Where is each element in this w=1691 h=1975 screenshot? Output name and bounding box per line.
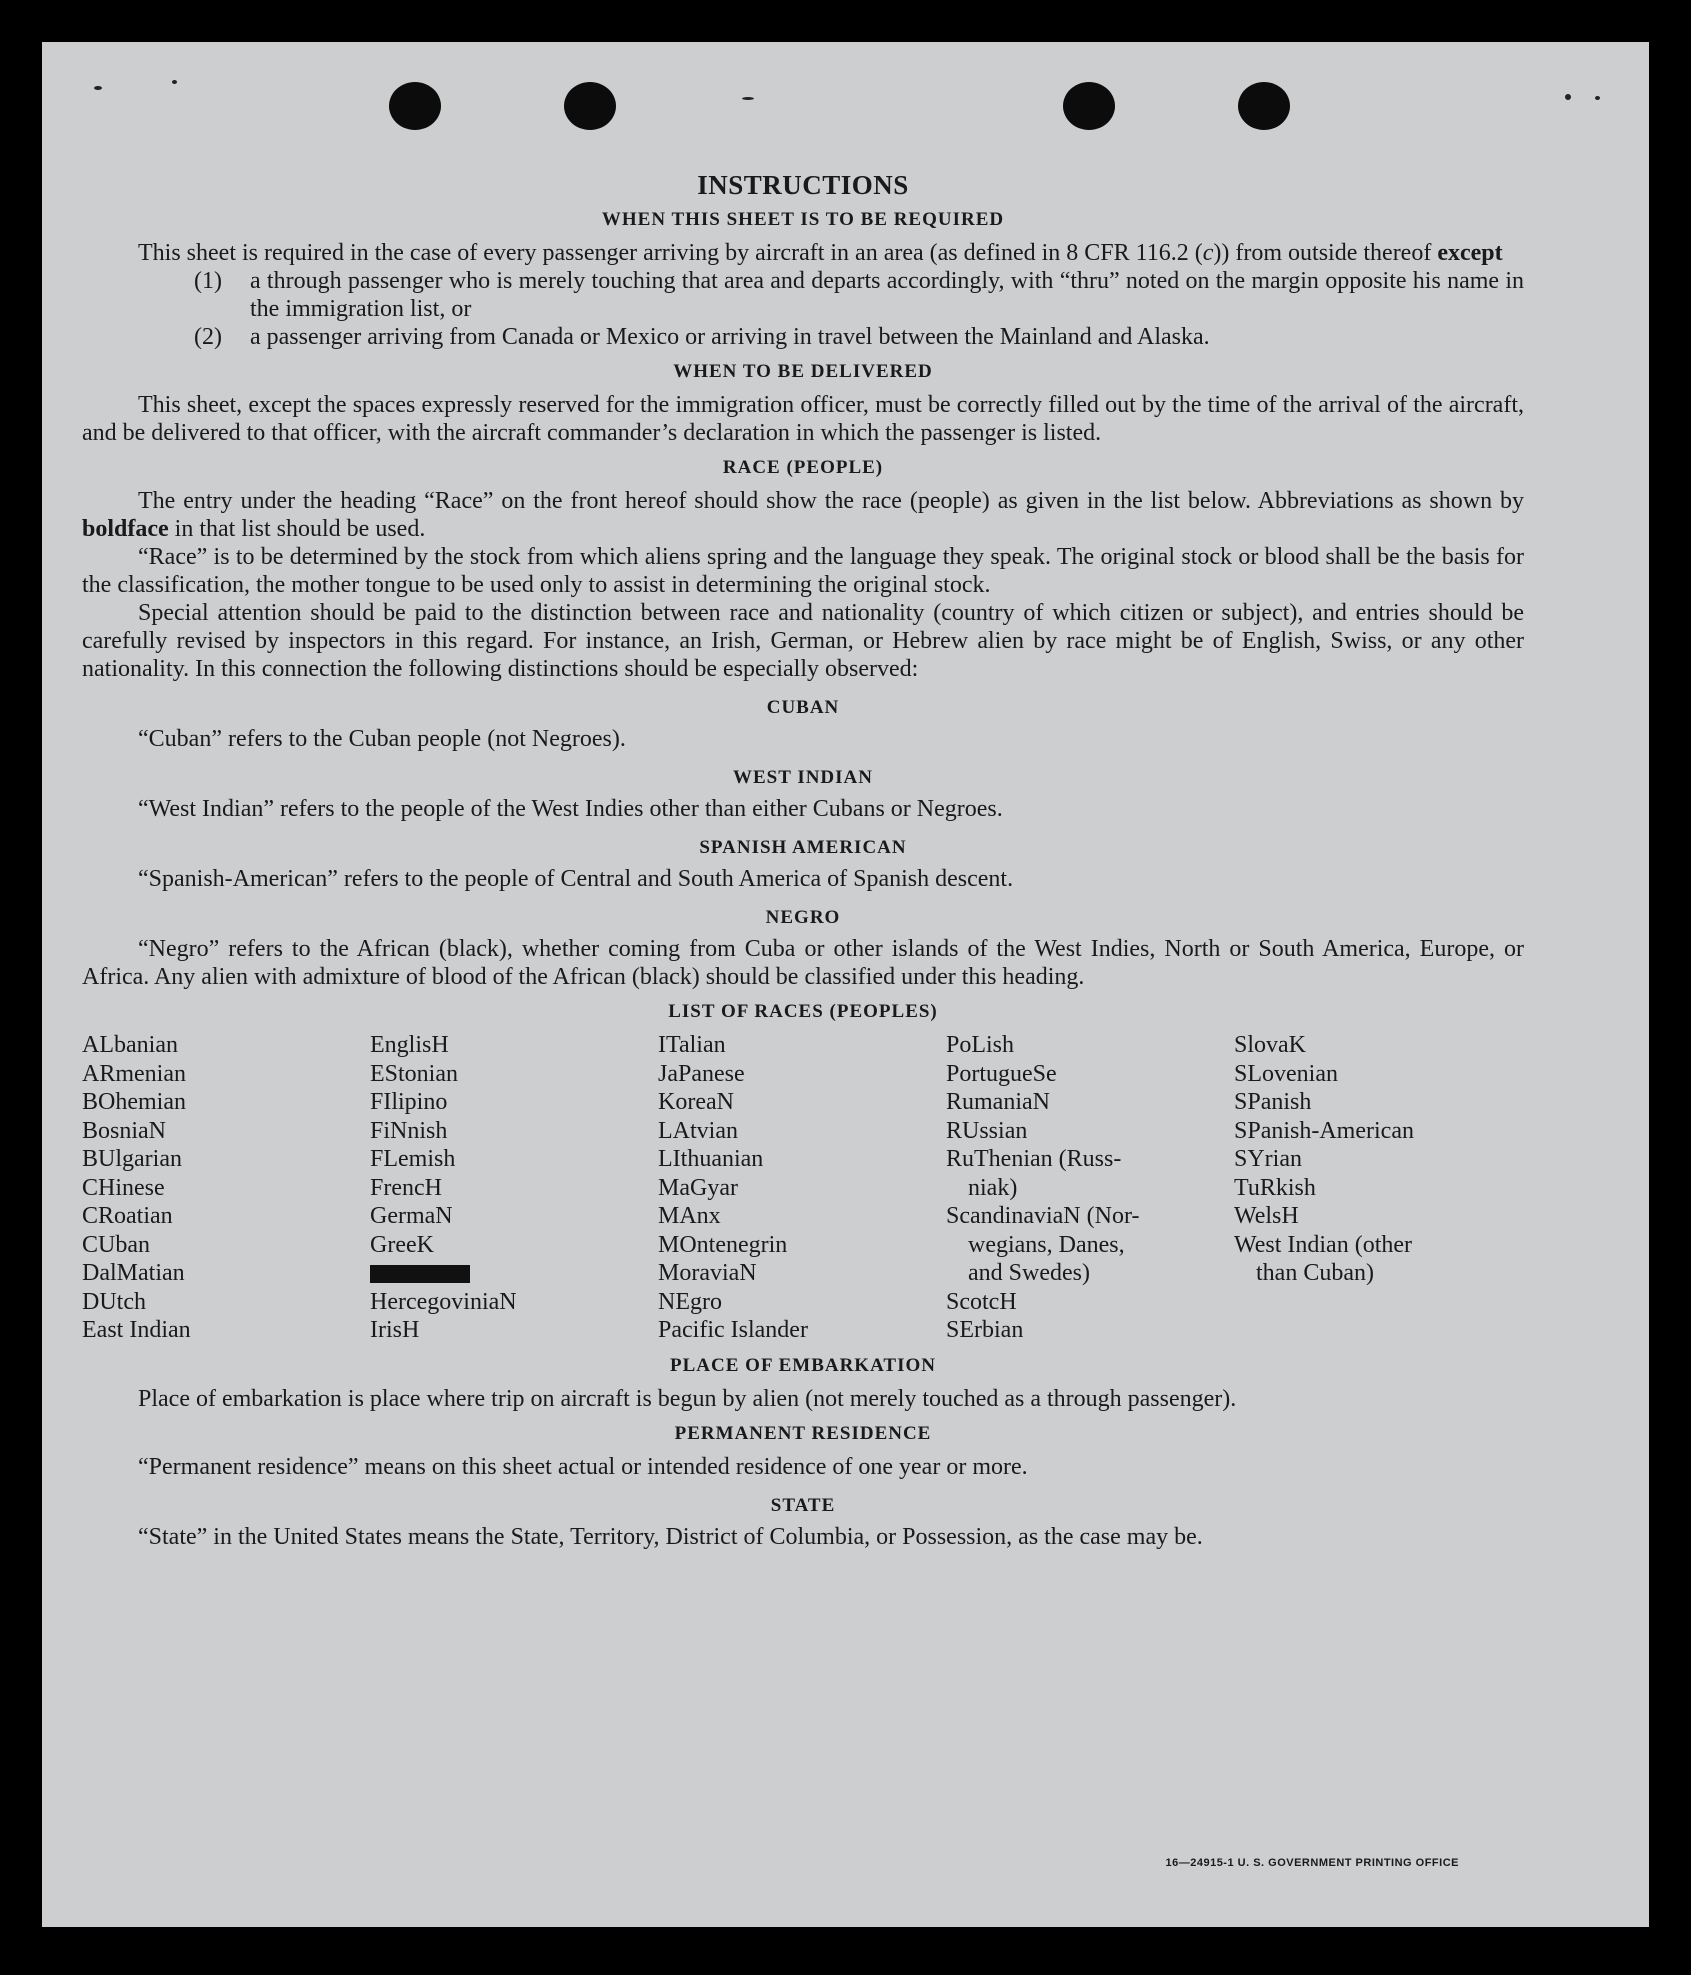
race-item: WelsH xyxy=(1234,1203,1299,1229)
race-item: JaPanese xyxy=(658,1060,745,1087)
race-item: RuThenian (Russ- xyxy=(946,1146,1122,1172)
item-text: a through passenger who is merely touching that area and departs accordingly, with “thru” noted on the margin opposite his name in the immigration list, or xyxy=(250,268,1524,322)
paragraph-race-1 xyxy=(82,487,1524,543)
race-item: GermaN xyxy=(370,1203,453,1229)
race-item: ScandinaviaN (Nor- xyxy=(946,1203,1140,1229)
races-list xyxy=(82,1031,1524,1345)
heading-list-of-races: LIST OF RACES (PEOPLES) xyxy=(668,1001,938,1022)
text-run: The entry under the heading “Race” on the front hereof should show the race (people) as given in the list below. Abbreviations as shown by xyxy=(138,488,1524,514)
race-item: CRoatian xyxy=(82,1203,173,1229)
race-item: FiNnish xyxy=(370,1117,448,1144)
document-sheet xyxy=(42,42,1649,1927)
race-item: ScotcH xyxy=(946,1288,1017,1315)
text-run-bold: boldface xyxy=(82,516,169,542)
race-item: MOntenegrin xyxy=(658,1231,788,1258)
paragraph-embarkation: Place of embarkation is place where trip on aircraft is begun by alien (not merely touched as a through passenger). xyxy=(138,1385,1237,1412)
text-run: )) from outside thereof xyxy=(1213,240,1438,266)
race-item: BosniaN xyxy=(82,1117,166,1144)
text-run-italic: c xyxy=(1202,240,1214,266)
punch-hole xyxy=(1238,82,1290,130)
race-item: FLemish xyxy=(370,1146,456,1172)
list-item xyxy=(194,267,1524,323)
paragraph-race-3: Special attention should be paid to the distinction between race and nationality (country of which citizen or subject), and entries should be carefully revised by inspectors in this regard. For instance, an Irish, German, or Hebrew alien by race might be of English, Swiss, or any other nationality. In this connection the following distinctions should be especially observed: xyxy=(82,600,1524,682)
text-run: This sheet is required in the case of every passenger arriving by aircraft in an area (as defined in 8 CFR 116.2 ( xyxy=(138,240,1203,266)
race-item-continued: niak) xyxy=(968,1174,1018,1201)
race-item: FIlipino xyxy=(370,1089,448,1115)
punch-hole xyxy=(389,82,441,130)
race-item: EnglisH xyxy=(370,1032,449,1058)
races-column xyxy=(82,1031,370,1345)
list-item xyxy=(194,323,1524,351)
race-item: SErbian xyxy=(946,1317,1024,1343)
item-text: a passenger arriving from Canada or Mexico or arriving in travel between the Mainland and Alaska. xyxy=(250,324,1210,350)
race-item: BUlgarian xyxy=(82,1146,182,1172)
race-item: MaGyar xyxy=(658,1174,738,1201)
race-item: SlovaK xyxy=(1234,1032,1306,1058)
race-item: LIthuanian xyxy=(658,1146,764,1172)
race-item: ALbanian xyxy=(82,1032,178,1058)
race-item: BOhemian xyxy=(82,1089,186,1115)
paragraph-when-delivered: This sheet, except the spaces expressly reserved for the immigration officer, must be correctly filled out by the time of the arrival of the aircraft, and be delivered to that officer, with the aircraft commander’s declaration in which the passenger is listed. xyxy=(82,392,1524,446)
race-item: HercegoviniaN xyxy=(370,1288,517,1315)
paragraph-west-indian: “West Indian” refers to the people of the West Indies other than either Cubans or Negroes. xyxy=(138,796,1003,822)
race-item: DUtch xyxy=(82,1288,146,1315)
race-item: Pacific Islander xyxy=(658,1317,808,1343)
race-item-redacted xyxy=(370,1259,658,1288)
heading-negro: NEGRO xyxy=(765,907,841,928)
page-title: INSTRUCTIONS xyxy=(697,170,909,200)
race-item: SYrian xyxy=(1234,1146,1302,1172)
paragraph-race-2: “Race” is to be determined by the stock from which aliens spring and the language they speak. The original stock or blood shall be the basis for the classification, the mother tongue to be used only to assist in determining the original stock. xyxy=(82,544,1524,598)
race-item: MAnx xyxy=(658,1203,721,1229)
paragraph-negro: “Negro” refers to the African (black), whether coming from Cuba or other islands of the West Indies, North or South America, Europe, or Africa. Any alien with admixture of blood of the African (black) should be classified under this heading. xyxy=(82,936,1524,990)
race-item: TuRkish xyxy=(1234,1174,1316,1201)
punch-hole xyxy=(564,82,616,130)
paragraph-spanish-american: “Spanish-American” refers to the people of Central and South America of Spanish descent. xyxy=(138,866,1014,892)
races-column xyxy=(1234,1031,1522,1345)
race-item: KoreaN xyxy=(658,1089,734,1115)
race-item: PoLish xyxy=(946,1032,1015,1058)
heading-state: STATE xyxy=(770,1494,836,1516)
redaction-mark xyxy=(370,1265,470,1283)
text-run: in that list should be used. xyxy=(168,516,426,542)
instructions-content xyxy=(82,170,1524,1551)
race-item: MoraviaN xyxy=(658,1260,757,1286)
printing-office-footer: 16—24915-1 U. S. GOVERNMENT PRINTING OFFICE xyxy=(1165,1857,1459,1869)
race-item: CHinese xyxy=(82,1174,165,1201)
races-column xyxy=(946,1031,1234,1345)
paragraph-cuban: “Cuban” refers to the Cuban people (not Negroes). xyxy=(138,726,626,752)
race-item: SPanish xyxy=(1234,1089,1312,1115)
item-number: (2) xyxy=(194,324,222,350)
race-item: CUban xyxy=(82,1231,150,1258)
speck xyxy=(1565,94,1571,100)
paragraph-state: “State” in the United States means the State, Territory, District of Columbia, or Possession, as the case may be. xyxy=(138,1523,1203,1550)
races-column xyxy=(370,1031,658,1345)
heading-spanish-american: SPANISH AMERICAN xyxy=(699,837,907,858)
race-item: IrisH xyxy=(370,1317,420,1343)
race-item: RumaniaN xyxy=(946,1089,1050,1115)
speck xyxy=(172,80,177,84)
speck xyxy=(1595,96,1600,100)
race-item: EStonian xyxy=(370,1060,458,1087)
races-column xyxy=(658,1031,946,1345)
heading-west-indian: WEST INDIAN xyxy=(733,767,873,788)
race-item: RUssian xyxy=(946,1117,1028,1144)
race-item: ARmenian xyxy=(82,1060,186,1087)
race-item: SLovenian xyxy=(1234,1060,1338,1087)
punch-hole xyxy=(1063,82,1115,130)
heading-when-required: WHEN THIS SHEET IS TO BE REQUIRED xyxy=(601,209,1005,230)
race-item: East Indian xyxy=(82,1317,191,1343)
race-item: NEgro xyxy=(658,1288,722,1315)
paragraph-when-required xyxy=(82,239,1524,267)
text-run-bold: except xyxy=(1437,240,1503,266)
heading-residence: PERMANENT RESIDENCE xyxy=(674,1422,932,1444)
speck xyxy=(742,97,754,100)
race-item: LAtvian xyxy=(658,1117,738,1144)
race-item: West Indian (other xyxy=(1234,1231,1413,1258)
speck xyxy=(94,86,102,90)
race-item: SPanish-American xyxy=(1234,1117,1414,1144)
race-item-continued: wegians, Danes, xyxy=(968,1231,1125,1258)
heading-when-delivered: WHEN TO BE DELIVERED xyxy=(673,361,933,382)
heading-race: RACE (PEOPLE) xyxy=(722,457,884,478)
race-item: GreeK xyxy=(370,1231,434,1258)
race-item: ITalian xyxy=(658,1032,726,1058)
item-number: (1) xyxy=(194,268,222,294)
paragraph-residence: “Permanent residence” means on this sheet actual or intended residence of one year or more. xyxy=(138,1453,1028,1480)
heading-cuban: CUBAN xyxy=(766,697,840,718)
race-item: DalMatian xyxy=(82,1260,185,1286)
race-item-continued: and Swedes) xyxy=(968,1260,1090,1286)
race-item-continued: than Cuban) xyxy=(1256,1260,1374,1286)
race-item: FrencH xyxy=(370,1174,442,1201)
heading-embarkation: PLACE OF EMBARKATION xyxy=(670,1354,936,1376)
race-item: PortugueSe xyxy=(946,1060,1057,1087)
